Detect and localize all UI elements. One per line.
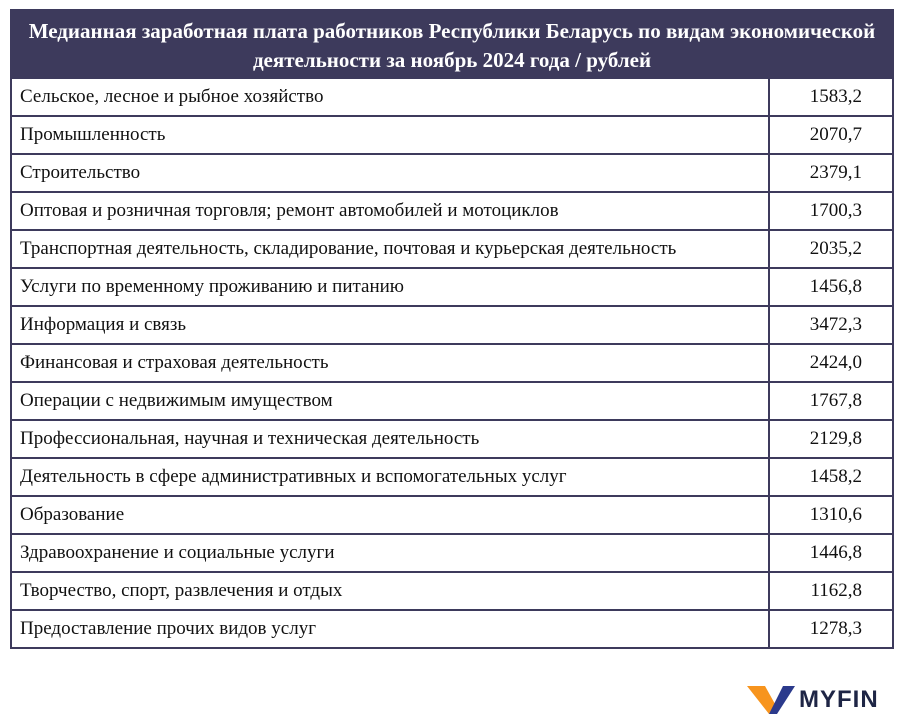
table-row — [11, 154, 893, 192]
table-row — [11, 610, 893, 648]
activity-name: Финансовая и страховая деятельность — [11, 344, 769, 382]
salary-value: 1583,2 — [769, 78, 893, 116]
activity-name: Творчество, спорт, развлечения и отдых — [11, 572, 769, 610]
salary-value: 2035,2 — [769, 230, 893, 268]
table-row — [11, 306, 893, 344]
table-row — [11, 382, 893, 420]
salary-value: 1458,2 — [769, 458, 893, 496]
activity-name: Сельское, лесное и рыбное хозяйство — [11, 78, 769, 116]
activity-name: Профессиональная, научная и техническая деятельность — [11, 420, 769, 458]
activity-name: Информация и связь — [11, 306, 769, 344]
salary-value: 1310,6 — [769, 496, 893, 534]
activity-name: Транспортная деятельность, складирование, почтовая и курьерская деятельность — [11, 230, 769, 268]
salary-value: 1278,3 — [769, 610, 893, 648]
myfin-logo-icon — [747, 684, 797, 714]
activity-name: Образование — [11, 496, 769, 534]
activity-name: Здравоохранение и социальные услуги — [11, 534, 769, 572]
salary-value: 2129,8 — [769, 420, 893, 458]
salary-value: 1446,8 — [769, 534, 893, 572]
salary-table-container — [10, 9, 894, 649]
table-row — [11, 344, 893, 382]
salary-value: 2070,7 — [769, 116, 893, 154]
salary-value: 1700,3 — [769, 192, 893, 230]
table-row — [11, 534, 893, 572]
activity-name: Операции с недвижимым имуществом — [11, 382, 769, 420]
activity-name: Услуги по временному проживанию и питанию — [11, 268, 769, 306]
salary-value: 3472,3 — [769, 306, 893, 344]
activity-name: Оптовая и розничная торговля; ремонт автомобилей и мотоциклов — [11, 192, 769, 230]
myfin-logo — [747, 684, 897, 714]
salary-value: 1767,8 — [769, 382, 893, 420]
table-row — [11, 496, 893, 534]
activity-name: Деятельность в сфере административных и вспомогательных услуг — [11, 458, 769, 496]
activity-name: Строительство — [11, 154, 769, 192]
table-row — [11, 116, 893, 154]
table-title: Медианная заработная плата работников Республики Беларусь по видам экономической деятельности за ноябрь 2024 года / рублей — [10, 9, 894, 77]
logo-text: MYFIN — [799, 686, 879, 713]
table-row — [11, 230, 893, 268]
salary-value: 1162,8 — [769, 572, 893, 610]
activity-name: Промышленность — [11, 116, 769, 154]
salary-table — [10, 77, 894, 649]
table-row — [11, 420, 893, 458]
salary-value: 1456,8 — [769, 268, 893, 306]
activity-name: Предоставление прочих видов услуг — [11, 610, 769, 648]
salary-value: 2424,0 — [769, 344, 893, 382]
table-row — [11, 268, 893, 306]
table-row — [11, 458, 893, 496]
table-row — [11, 572, 893, 610]
table-row — [11, 78, 893, 116]
table-row — [11, 192, 893, 230]
salary-value: 2379,1 — [769, 154, 893, 192]
